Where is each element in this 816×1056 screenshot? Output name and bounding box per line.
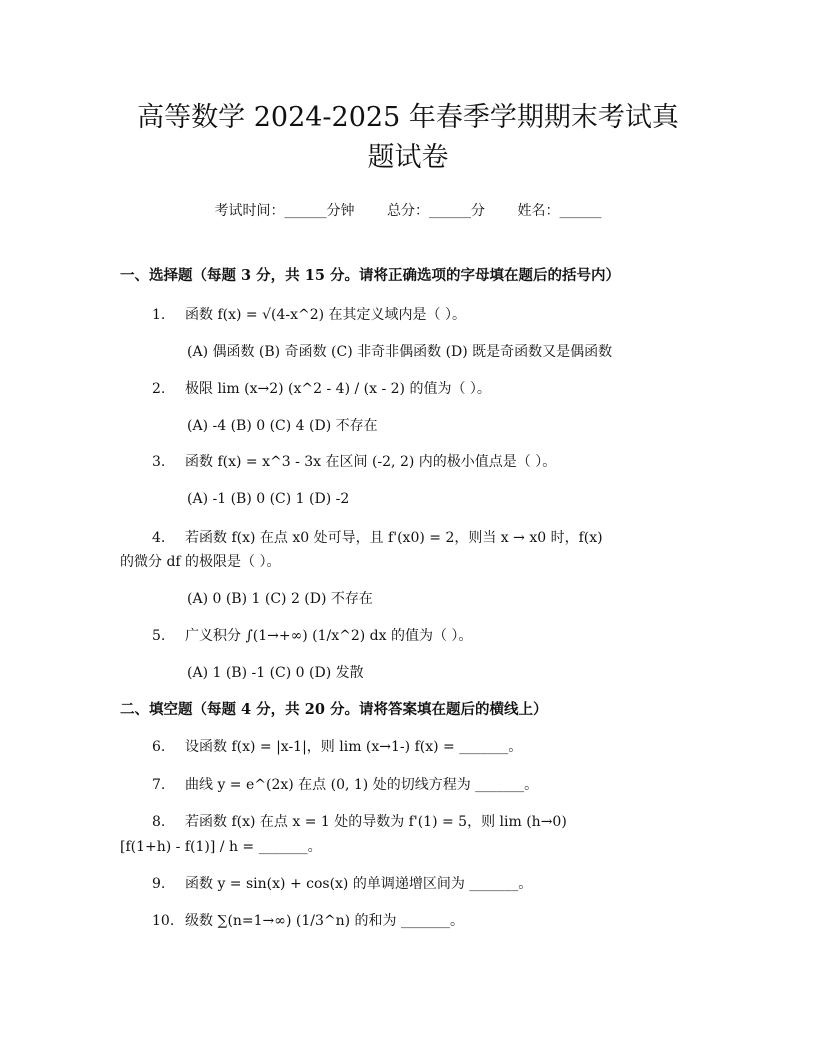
question-6 (152, 738, 523, 756)
question-9 (152, 875, 533, 893)
question-number: 10. (152, 913, 175, 929)
page-title-line2: 题试卷 (367, 142, 449, 173)
question-3 (152, 453, 557, 471)
question-4-options: (A) 0 (B) 1 (C) 2 (D) 不存在 (187, 591, 373, 607)
question-text: 函数 f(x) = x^3 - 3x 在区间 (-2, 2) 内的极小值点是（ ）。 (185, 454, 557, 470)
question-7 (152, 776, 539, 794)
question-text: 函数 y = sin(x) + cos(x) 的单调递增区间为 _______。 (185, 876, 533, 892)
question-5 (152, 627, 473, 645)
question-number: 9. (152, 876, 166, 892)
exam-time-field: 考试时间：______分钟 (214, 203, 355, 219)
question-number: 7. (152, 777, 166, 793)
question-1 (152, 306, 466, 324)
question-2 (152, 380, 491, 398)
exam-meta (0, 200, 816, 220)
question-number: 3. (152, 454, 166, 470)
question-3-options: (A) -1 (B) 0 (C) 1 (D) -2 (187, 491, 350, 507)
question-text: 若函数 f(x) 在点 x = 1 处的导数为 f'(1) = 5，则 lim (h→0) (185, 814, 567, 830)
question-number: 5. (152, 628, 166, 644)
question-number: 1. (152, 307, 166, 323)
question-text: 若函数 f(x) 在点 x0 处可导，且 f'(x0) = 2，则当 x → x0 时，f(x) (185, 530, 603, 546)
question-text: 函数 f(x) = √(4-x^2) 在其定义域内是（ ）。 (185, 307, 466, 323)
question-4-continued: 的微分 df 的极限是（ ）。 (120, 554, 281, 570)
question-8-continued: [f(1+h) - f(1)] / h = _______。 (120, 839, 322, 855)
question-text: 设函数 f(x) = |x-1|，则 lim (x→1-) f(x) = _______。 (185, 739, 523, 755)
question-text: 曲线 y = e^(2x) 在点 (0, 1) 处的切线方程为 _______。 (185, 777, 539, 793)
section-heading-fill-in: 二、填空题（每题 4 分，共 20 分。请将答案填在题后的横线上） (120, 701, 548, 718)
question-10 (152, 912, 464, 930)
question-5-options: (A) 1 (B) -1 (C) 0 (D) 发散 (187, 665, 364, 681)
question-1-options: (A) 偶函数 (B) 奇函数 (C) 非奇非偶函数 (D) 既是奇函数又是偶函数 (187, 344, 613, 360)
question-number: 2. (152, 381, 166, 397)
question-text: 广义积分 ∫(1→+∞) (1/x^2) dx 的值为（ ）。 (185, 628, 473, 644)
question-text: 级数 ∑(n=1→∞) (1/3^n) 的和为 _______。 (185, 913, 464, 929)
page-title-line1: 高等数学 2024-2025 年春季学期期末考试真 (137, 102, 679, 133)
question-number: 8. (152, 814, 166, 830)
question-4 (152, 529, 603, 547)
section-heading-choice: 一、选择题（每题 3 分，共 15 分。请将正确选项的字母填在题后的括号内） (120, 267, 620, 284)
question-2-options: (A) -4 (B) 0 (C) 4 (D) 不存在 (187, 418, 378, 434)
question-number: 4. (152, 530, 166, 546)
total-score-field: 总分：______分 (387, 203, 485, 219)
question-number: 6. (152, 739, 166, 755)
question-text: 极限 lim (x→2) (x^2 - 4) / (x - 2) 的值为（ ）。 (185, 381, 491, 397)
student-name-field: 姓名：______ (517, 203, 602, 219)
question-8 (152, 813, 567, 831)
